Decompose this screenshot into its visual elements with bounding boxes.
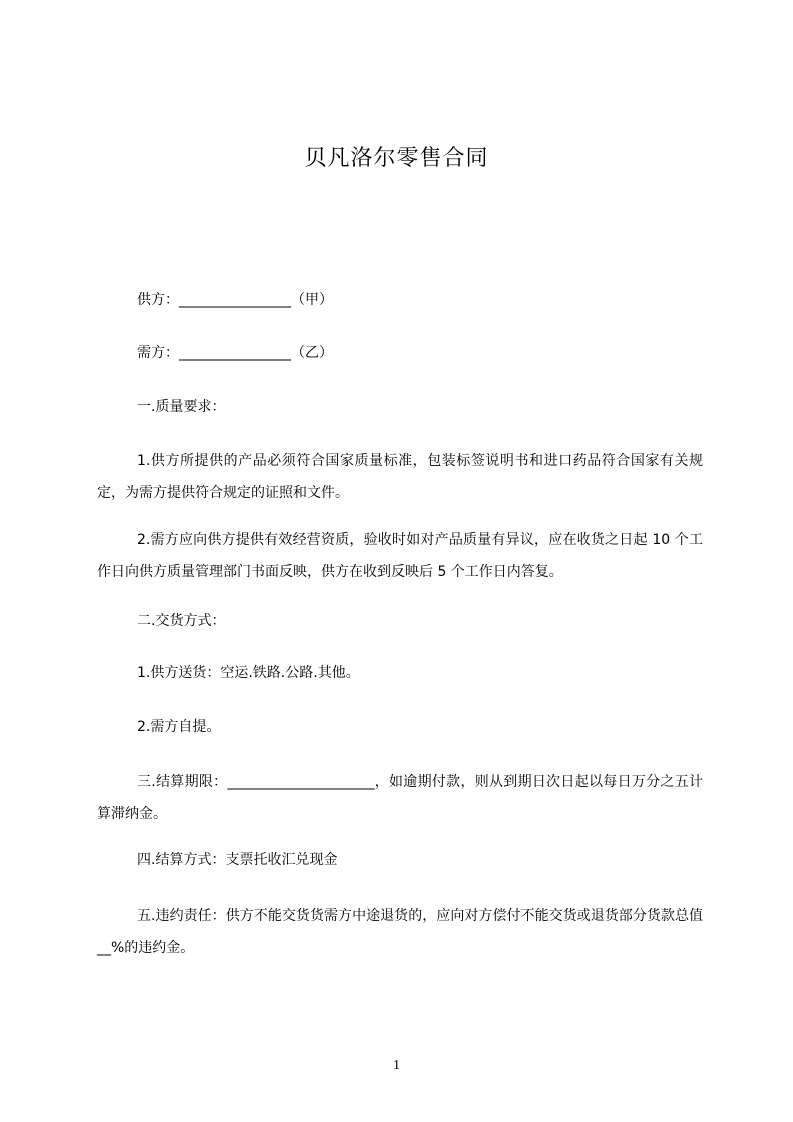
quality-clause-2: 2.需方应向供方提供有效经营资质，验收时如对产品质量有异议，应在收货之日起 10 个工作日向供方质量管理部门书面反映，供方在收到反映后 5 个工作日内答复。 — [97, 532, 703, 580]
delivery-option-2: 2.需方自提。 — [137, 719, 221, 735]
settlement-method-clause: 四.结算方式：支票托收汇兑现金 — [137, 852, 338, 868]
section-delivery-heading: 二.交货方式： — [137, 613, 226, 629]
section-quality-heading: 一.质量要求： — [137, 399, 226, 415]
breach-liability-clause: 五.违约责任：供方不能交货货需方中途退货的，应向对方偿付不能交货或退货部分货款总值__%的违约金。 — [97, 908, 703, 956]
document-title: 贝凡洛尔零售合同 — [304, 146, 489, 171]
quality-clause-1: 1.供方所提供的产品必须符合国家质量标准，包装标签说明书和进口药品符合国家有关规定，为需方提供符合规定的证照和文件。 — [97, 453, 703, 501]
supplier-line: 供方：________________（甲） — [137, 292, 333, 308]
page-number: 1 — [393, 1058, 400, 1073]
buyer-line: 需方：________________（乙） — [137, 345, 333, 361]
delivery-option-1: 1.供方送货：空运.铁路.公路.其他。 — [137, 665, 360, 681]
settlement-period-clause: 三.结算期限：_____________________，如逾期付款，则从到期日次日起以每日万分之五计算滞纳金。 — [97, 774, 703, 822]
